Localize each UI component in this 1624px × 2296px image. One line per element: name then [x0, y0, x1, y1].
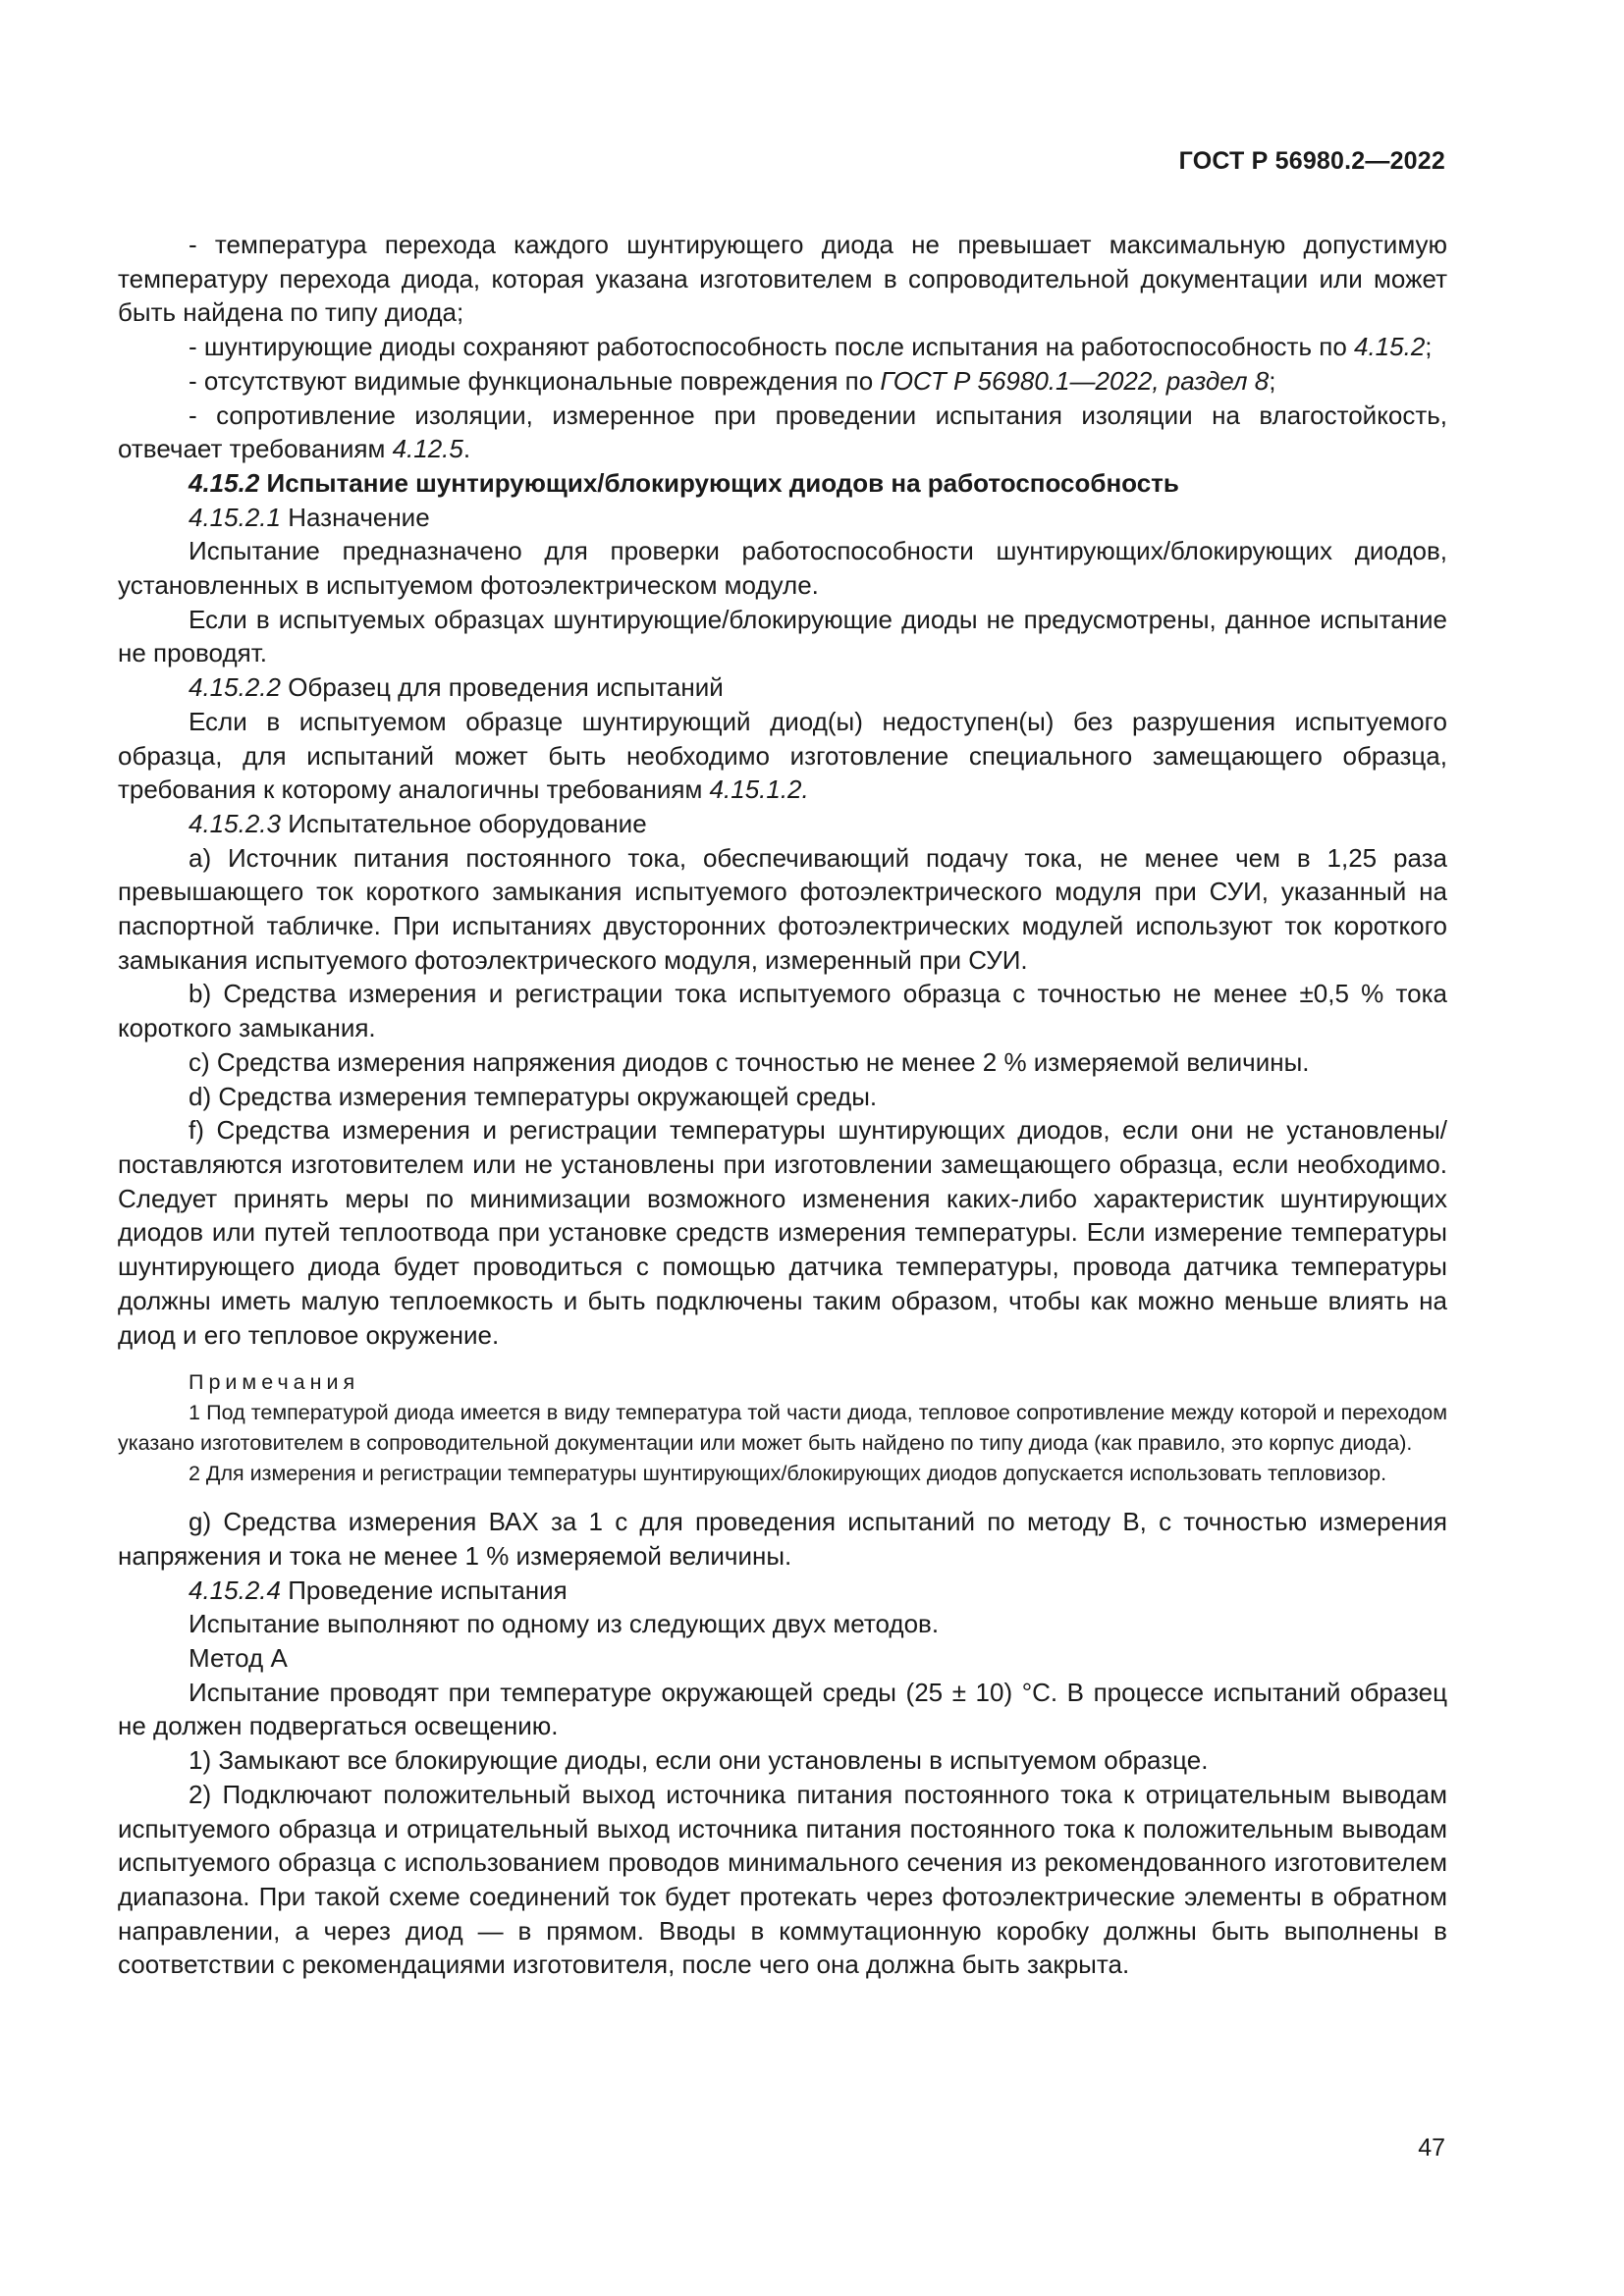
method-a-conditions: Испытание проводят при температуре окружающей среды (25 ± 10) °С. В процессе испытаний образец не должен подвергаться освещению.	[118, 1677, 1447, 1741]
equipment-item-b: b) Средства измерения и регистрации тока испытуемого образца с точностью не менее ±0,5 % тока короткого замыкания.	[118, 979, 1447, 1043]
notes-title: Примечания	[189, 1370, 360, 1395]
criterion-visual-damage: - отсутствуют видимые функциональные повреждения по ГОСТ Р 56980.1—2022, раздел 8;	[189, 365, 1276, 396]
note-1: 1 Под температурой диода имеется в виду температура той части диода, тепловое сопротивление между которой и переходом указано изготовителем в сопроводительной документации или может быть найдено по типу диода (как правило, это корпус диода).	[118, 1401, 1447, 1456]
method-a-step-2: 2) Подключают положительный выход источника питания постоянного тока к отрицательным выводам испытуемого образца и отрицательный выход источника питания постоянного тока к положительным выводам испытуемого образца с использованием проводов минимального сечения из рекомендованного изготовителем диапазона. При такой схеме соединений ток будет протекать через фотоэлектрические элементы в обратном направлении, а через диод — в прямом. Вводы в коммутационную коробку должны быть выполнены в соответствии с рекомендациями изготовителя, после чего она должна быть закрыта.	[118, 1779, 1447, 1980]
method-a-heading: Метод А	[189, 1643, 288, 1674]
ref-4-15-1-2: 4.15.1.2.	[709, 774, 809, 805]
equipment-item-c: c) Средства измерения напряжения диодов с точностью не менее 2 % измеряемой величины.	[189, 1046, 1310, 1077]
section-4-15-2-2-heading: 4.15.2.2 Образец для проведения испытаний	[189, 672, 724, 703]
criterion-insulation-resistance: - сопротивление изоляции, измеренное при проведении испытания изоляции на влагостойкость, отвечает требованиям 4.12.5.	[118, 400, 1447, 464]
ref-4-15-2: 4.15.2	[1354, 332, 1426, 362]
notes-block	[118, 1367, 1447, 1489]
page-number: 47	[1418, 2134, 1445, 2162]
methods-intro: Испытание выполняют по одному из следующих двух методов.	[189, 1609, 940, 1639]
ref-4-12-5: 4.12.5	[392, 434, 463, 464]
note-2: 2 Для измерения и регистрации температуры шунтирующих/блокирующих диодов допускается использовать тепловизор.	[189, 1462, 1387, 1486]
equipment-item-f: f) Средства измерения и регистрации температуры шунтирующих диодов, если они не установлены/поставляются изготовителем или не установлены при изготовлении замещающего образца, если необходимо. Следует принять меры по минимизации возможного изменения каких-либо характеристик шунтирующих диодов или путей теплоотвода при установке средств измерения температуры. Если измерение температуры шунтирующего диода будет проводиться с помощью датчика температуры, провода датчика температуры должны иметь малую теплоемкость и быть подключены таким образом, чтобы как можно меньше влиять на диод и его тепловое окружение.	[118, 1115, 1447, 1350]
specimen-paragraph: Если в испытуемом образце шунтирующий диод(ы) недоступен(ы) без разрушения испытуемого образца, для испытаний может быть необходимо изготовление специального замещающего образца, требования к которому аналогичны требованиям 4.15.1.2.	[118, 706, 1447, 805]
section-4-15-2-heading: 4.15.2 Испытание шунтирующих/блокирующих диодов на работоспособность	[189, 467, 1179, 498]
section-4-15-2-4-heading: 4.15.2.4 Проведение испытания	[189, 1575, 568, 1605]
section-4-15-2-1-heading: 4.15.2.1 Назначение	[189, 502, 430, 532]
equipment-item-a: a) Источник питания постоянного тока, обеспечивающий подачу тока, не менее чем в 1,25 раза превышающего ток короткого замыкания испытуемого фотоэлектрического модуля при СУИ, указанный на паспортной табличке. При испытаниях двусторонних фотоэлектрических модулей используют ток короткого замыкания испытуемого фотоэлектрического модуля, измеренный при СУИ.	[118, 842, 1447, 975]
ref-gost-56980-1: ГОСТ Р 56980.1—2022, раздел 8	[880, 365, 1270, 396]
no-diodes-paragraph: Если в испытуемых образцах шунтирующие/блокирующие диоды не предусмотрены, данное испытание не проводят.	[118, 604, 1447, 668]
equipment-item-d: d) Средства измерения температуры окружающей среды.	[189, 1081, 878, 1111]
method-a-step-1: 1) Замыкают все блокирующие диоды, если они установлены в испытуемом образце.	[189, 1745, 1209, 1776]
criterion-junction-temperature: - температура перехода каждого шунтирующего диода не превышает максимальную допустимую температуру перехода диода, которая указана изготовителем в сопроводительной документации или может быть найдена по типу диода;	[118, 230, 1447, 328]
purpose-paragraph: Испытание предназначено для проверки работоспособности шунтирующих/блокирующих диодов, установленных в испытуемом фотоэлектрическом модуле.	[118, 536, 1447, 601]
criterion-diode-operability: - шунтирующие диоды сохраняют работоспособность после испытания на работоспособность по 4.15.2;	[189, 332, 1433, 362]
section-4-15-2-3-heading: 4.15.2.3 Испытательное оборудование	[189, 808, 647, 838]
standard-header: ГОСТ Р 56980.2—2022	[1178, 147, 1445, 175]
equipment-item-g: g) Средства измерения ВАХ за 1 с для проведения испытаний по методу В, с точностью измерения напряжения и тока не менее 1 % измеряемой величины.	[118, 1507, 1447, 1571]
page-body	[118, 228, 1447, 1982]
